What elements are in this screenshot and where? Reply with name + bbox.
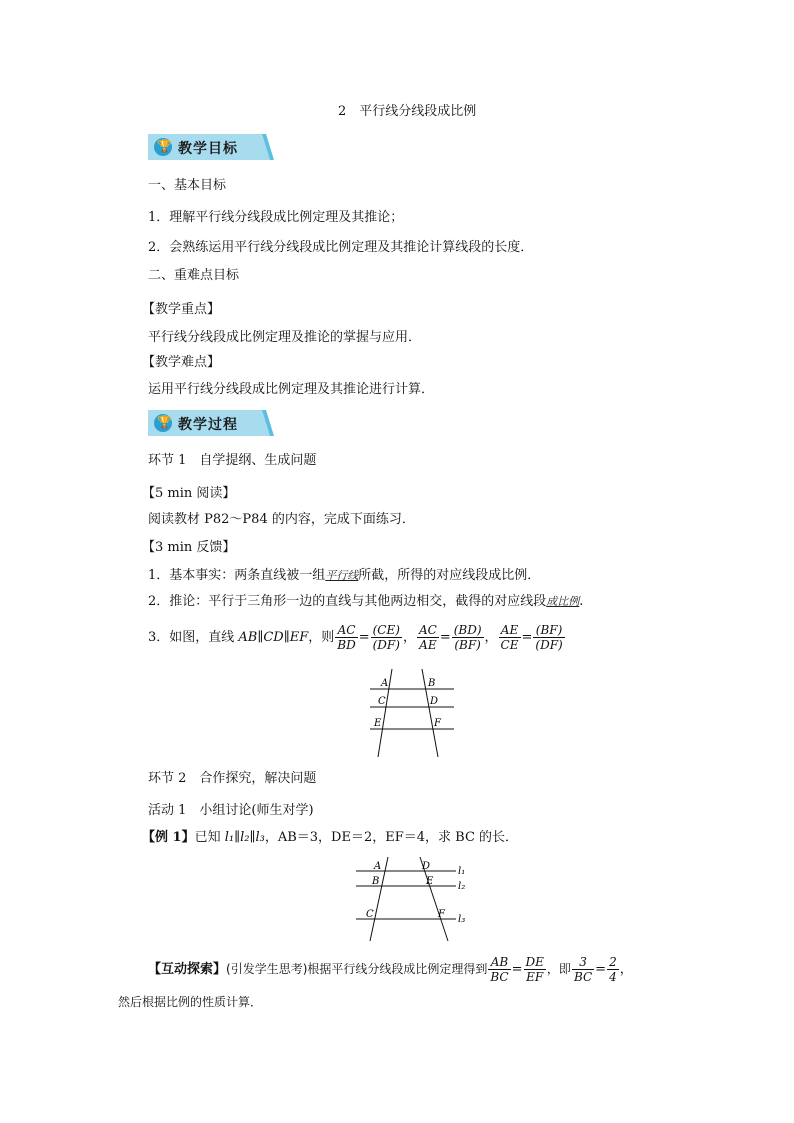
difficulty-label: 【教学难点】 xyxy=(142,355,221,370)
q3-prefix: 3．如图，直线 xyxy=(148,630,239,645)
difficulty-text: 运用平行线分线段成比例定理及其推论进行计算． xyxy=(148,382,435,397)
separator: ， xyxy=(402,630,416,645)
figure-parallel-lines-1 xyxy=(364,665,464,761)
activity1-heading: 活动 1 小组讨论(师生对学) xyxy=(148,803,314,818)
step2-heading: 环节 2 合作探究，解决问题 xyxy=(148,771,317,786)
equals-sign: = xyxy=(511,962,523,977)
example-condition: l₁∥l₂∥l₃ xyxy=(224,830,265,845)
label-l1: l₁ xyxy=(458,866,466,877)
example-suffix: ，AB＝3，DE＝2，EF＝4，求 BC 的长． xyxy=(264,830,519,845)
question-1 xyxy=(148,568,540,584)
fraction: $\frac{AC}{BD}$ xyxy=(337,623,356,652)
fraction: $\frac{AB}{BC}$ xyxy=(490,955,509,984)
trophy-icon: 🏆 xyxy=(157,415,172,429)
q3-then: ，则 xyxy=(308,630,335,645)
label-b: B xyxy=(372,876,380,887)
fraction: $\frac{(CE)}{(DF)}$ xyxy=(372,623,400,652)
label-e: E xyxy=(426,876,434,887)
equals-sign: = xyxy=(521,630,533,645)
read-text: 阅读教材 P82～P84 的内容，完成下面练习． xyxy=(148,512,415,527)
banner-title: 教学目标 xyxy=(178,141,238,157)
fraction: $\frac{3}{BC}$ xyxy=(573,955,593,984)
explore-mid: ，即 xyxy=(546,962,571,976)
label-d: D xyxy=(422,861,431,872)
example-prefix: 已知 xyxy=(194,830,225,845)
equals-sign: = xyxy=(358,630,370,645)
key-goal-heading: 二、重难点目标 xyxy=(148,268,240,283)
fraction: $\frac{AC}{AE}$ xyxy=(418,623,437,652)
focus-label: 【教学重点】 xyxy=(142,302,221,317)
q1-suffix: 所截，所得的对应线段成比例． xyxy=(358,568,541,583)
question-2 xyxy=(148,594,583,610)
q1-prefix: 1．基本事实：两条直线被一组 xyxy=(148,568,326,583)
label-f: F xyxy=(438,909,445,920)
q1-answer: 平行线 xyxy=(325,569,359,582)
explore-prefix: (引发学生思考)根据平行线分线段成比例定理得到 xyxy=(226,962,488,976)
explore-line-2: 然后根据比例的性质计算． xyxy=(118,995,263,1009)
equals-sign: = xyxy=(595,962,607,977)
label-l3: l₃ xyxy=(458,914,466,925)
label-b: B xyxy=(428,678,436,689)
goal-item-1: 1．理解平行线分线段成比例定理及其推论； xyxy=(148,210,404,225)
section-banner-goals xyxy=(148,134,272,160)
label-a: A xyxy=(381,678,389,689)
q2-prefix: 2．推论：平行于三角形一边的直线与其他两边相交，截得的对应线段 xyxy=(148,594,547,609)
label-a: A xyxy=(374,861,382,872)
page-title: 2 平行线分线段成比例 xyxy=(338,104,477,119)
fraction: $\frac{(BD)}{(BF)}$ xyxy=(453,623,482,652)
explore-paragraph xyxy=(148,952,633,987)
fraction: $\frac{2}{4}$ xyxy=(609,955,617,984)
focus-text: 平行线分线段成比例定理及推论的掌握与应用． xyxy=(148,330,422,345)
feedback-label: 【3 min 反馈】 xyxy=(142,540,236,555)
label-f: F xyxy=(434,718,441,729)
fraction: $\frac{(BF)}{(DF)}$ xyxy=(535,623,563,652)
fraction: $\frac{DE}{EF}$ xyxy=(525,955,544,984)
explore-end: ， xyxy=(619,962,633,977)
explore-label: 【互动探索】 xyxy=(148,962,227,977)
label-d: D xyxy=(430,696,439,707)
label-e: E xyxy=(374,718,382,729)
q2-answer: 成比例 xyxy=(546,595,580,608)
example-1 xyxy=(142,830,518,846)
basic-goal-heading: 一、基本目标 xyxy=(148,178,227,193)
label-c: C xyxy=(378,696,386,707)
label-c: C xyxy=(366,909,374,920)
figure-parallel-lines-2 xyxy=(352,855,482,943)
read-label: 【5 min 阅读】 xyxy=(142,486,236,501)
label-l2: l₂ xyxy=(458,881,466,892)
separator: ， xyxy=(484,630,498,645)
banner-title: 教学过程 xyxy=(178,417,238,433)
q2-suffix: . xyxy=(579,594,584,609)
example-label: 【例 1】 xyxy=(142,830,195,845)
step1-heading: 环节 1 自学提纲、生成问题 xyxy=(148,453,317,468)
trophy-icon: 🏆 xyxy=(157,139,172,153)
question-3 xyxy=(148,621,566,655)
q3-lines: AB∥CD∥EF xyxy=(238,630,309,645)
equals-sign: = xyxy=(439,630,451,645)
goal-item-2: 2．会熟练运用平行线分线段成比例定理及其推论计算线段的长度． xyxy=(148,240,534,255)
fraction: $\frac{AE}{CE}$ xyxy=(500,623,519,652)
section-banner-process xyxy=(148,410,272,436)
